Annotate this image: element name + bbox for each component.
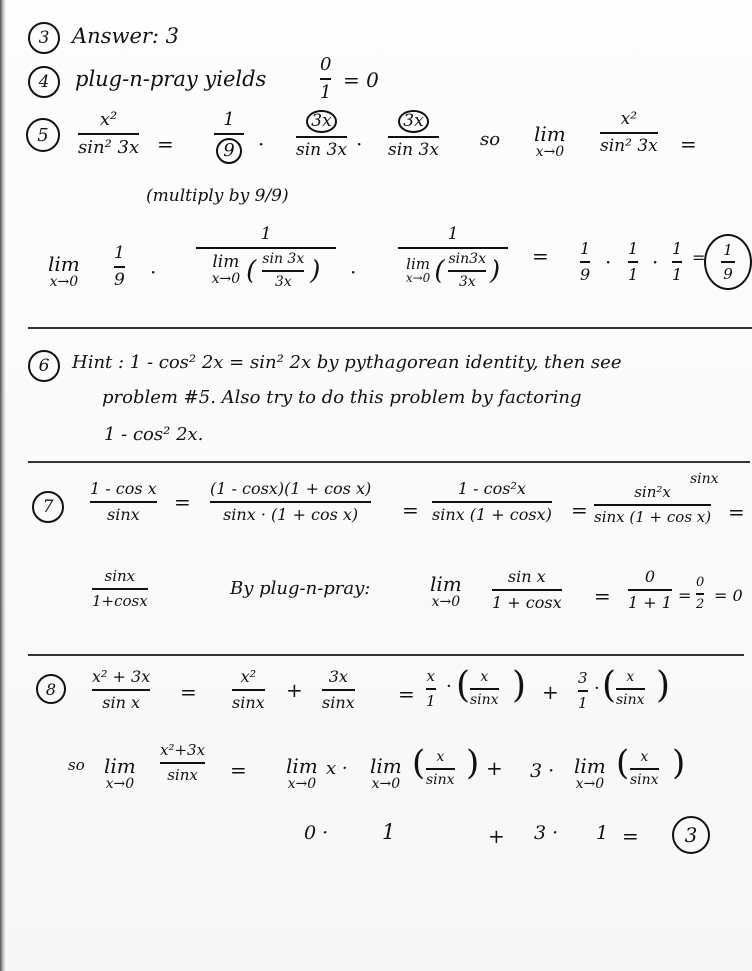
plus-sign: +: [286, 678, 303, 702]
problem-5-factor-one: [296, 110, 347, 159]
result-factor-one: [580, 240, 590, 283]
fraction-denominator: 1: [672, 264, 683, 284]
fraction-denominator: 2: [696, 597, 705, 613]
fraction-denominator: 1+cosx: [92, 591, 148, 610]
limit-subscript: x→0: [575, 776, 605, 792]
fraction-bar: [388, 136, 439, 138]
problem-8-step-c: [322, 668, 355, 711]
fraction-numerator: 0: [696, 575, 705, 590]
limit-word: lim: [370, 754, 402, 778]
equals-sign: =: [678, 586, 692, 605]
limit-subscript: x→0: [287, 776, 317, 792]
equals-sign: =: [174, 490, 191, 514]
fraction-bar: [232, 689, 265, 691]
fraction-numerator: x: [480, 669, 489, 685]
fraction-bar: [320, 78, 331, 80]
problem-6-line-1: Hint : 1 - cos² 2x = sin² 2x by pythagorean identity, then see: [72, 352, 622, 373]
problem-4-result: = 0: [343, 68, 379, 92]
problem-8-number: 8: [36, 674, 66, 704]
limit-subscript: x→0: [49, 274, 79, 290]
fraction-denominator: 1: [628, 264, 639, 284]
problem-7-step-d: [594, 484, 711, 525]
fraction-bar: [470, 688, 499, 690]
fraction-denominator: sinx: [232, 692, 265, 712]
fraction-bar: [628, 261, 638, 263]
fraction-numerator: 1: [672, 239, 683, 258]
fraction-numerator: sinx: [104, 567, 136, 585]
problem-5-one-ninth: [214, 110, 244, 164]
problem-7-step-h: [696, 576, 704, 613]
fraction-bar: [92, 588, 148, 590]
fraction-bar: [600, 132, 658, 134]
fraction-denominator: 3x: [274, 274, 292, 291]
plus-sign: +: [486, 756, 503, 780]
close-paren: ): [656, 665, 671, 706]
fraction-denominator: 9: [723, 265, 733, 283]
limit-denominator: [406, 252, 500, 291]
fraction-bar: [262, 270, 304, 272]
fraction-bar: [214, 133, 244, 135]
fraction-denominator: sinx (1 + cosx): [432, 504, 552, 524]
limit-word: lim: [430, 572, 462, 596]
fraction-numerator: x²+3x: [160, 741, 206, 759]
limit-operator: [534, 124, 566, 160]
fraction-numerator: sin3x: [448, 250, 486, 267]
fraction-bar: [721, 261, 735, 263]
problem-5-rhs: [600, 110, 658, 155]
fraction-numerator: x: [626, 669, 635, 685]
section-divider: [28, 327, 752, 329]
equals-sign: =: [571, 498, 588, 522]
open-paren: (: [456, 665, 471, 706]
problem-7-step-b: [210, 480, 371, 523]
plus-sign: +: [488, 824, 505, 848]
fraction-denominator: 1: [426, 691, 436, 710]
problem-4-fraction: [320, 55, 331, 103]
fraction-denominator: sinx: [616, 692, 645, 709]
inner-fraction: [262, 252, 304, 291]
close-paren: ): [512, 665, 527, 706]
equals-sign: =: [398, 682, 415, 706]
problem-3-answer: Answer: 3: [72, 24, 180, 48]
fraction-bar: [432, 501, 552, 503]
multiplication-dot: ·: [350, 260, 357, 284]
fraction-bar: [398, 247, 508, 249]
problem-7-number: 7: [32, 491, 64, 523]
so-label: so: [480, 129, 501, 150]
fraction-bar: [448, 270, 485, 272]
limit-operator: [212, 254, 241, 287]
fraction-bar: [672, 261, 682, 263]
limit-word: lim: [104, 754, 136, 778]
problem-4-text: plug-n-pray yields: [75, 67, 267, 91]
fraction-denominator: 1 + cosx: [492, 592, 562, 612]
multiplication-dot: ·: [652, 250, 659, 274]
problem-8-step-e1: [578, 670, 588, 711]
limit-operator: [104, 756, 136, 792]
fraction-bar: [616, 688, 645, 690]
limit-word: lim: [574, 754, 606, 778]
equals-sign: =: [532, 244, 549, 268]
fraction-denominator: sinx: [167, 765, 198, 784]
limit-subscript: x→0: [105, 776, 135, 792]
open-paren: (: [616, 743, 630, 783]
result-factor-three: [672, 240, 682, 283]
open-paren: (: [412, 743, 426, 783]
one-value: 1: [596, 822, 609, 844]
x-factor: x ·: [326, 758, 348, 779]
limit-word: lim: [534, 122, 566, 146]
equals-sign: =: [680, 132, 697, 156]
limit-word: lim: [406, 254, 430, 273]
fraction-denominator: 1: [578, 693, 588, 712]
fraction-denominator: sinx: [107, 504, 140, 524]
equals-sign: =: [180, 680, 197, 704]
inner-fraction: [448, 252, 485, 291]
limit-operator: [48, 254, 80, 290]
multiplication-dot: ·: [150, 260, 157, 284]
fraction-bar: [630, 768, 659, 770]
fraction-bar: [210, 501, 371, 503]
problem-6-line-2: problem #5. Also try to do this problem by factoring: [102, 387, 582, 408]
fraction-numerator: 0: [320, 54, 332, 75]
result-factor-two: [628, 240, 638, 283]
three-factor: 3 ·: [530, 760, 555, 782]
fraction-denominator: 9: [114, 269, 125, 290]
problem-6-number: 6: [28, 350, 60, 382]
fraction-bar: [696, 593, 704, 595]
fraction-numerator: x: [436, 749, 445, 765]
limit-subscript: x→0: [535, 144, 565, 160]
problem-7-cancel-note: sinx: [690, 471, 719, 487]
fraction-numerator: 3x: [328, 667, 348, 686]
fraction-numerator: (1 - cosx)(1 + cos x): [210, 479, 372, 498]
zero-factor: 0 ·: [304, 822, 329, 844]
fraction-numerator: sin x: [507, 567, 546, 586]
close-paren: ): [466, 743, 480, 783]
fraction-numerator: x²: [99, 109, 118, 130]
problem-7-step-a: [90, 480, 157, 523]
fraction-numerator: sin 3x: [262, 250, 305, 267]
problem-7-step-e: [92, 568, 148, 609]
limit-operator: [430, 574, 462, 610]
fraction-bar: [594, 504, 711, 506]
equals-sign: =: [230, 758, 247, 782]
limit-operator: [286, 756, 318, 792]
fraction-denominator: sin² 3x: [600, 135, 658, 156]
problem-7-result: = 0: [714, 586, 743, 605]
limit-operator: [574, 756, 606, 792]
fraction-denominator: sinx: [322, 692, 355, 712]
fraction-bar: [114, 266, 125, 268]
plus-sign: +: [542, 680, 559, 704]
section-divider: [28, 654, 744, 656]
fraction-bar: [160, 762, 205, 764]
fraction-denominator: sinx · (1 + cos x): [223, 504, 359, 524]
fraction-numerator: x: [426, 667, 435, 685]
problem-8-limit-fraction: [160, 742, 205, 783]
fraction-denominator: sin x: [102, 692, 140, 712]
problem-7-step-c: [432, 480, 552, 523]
problem-8-step-e2: [616, 670, 645, 709]
fraction-numerator: x² + 3x: [92, 667, 151, 686]
circled-numerator: 3x: [306, 110, 336, 133]
fraction-numerator: 1: [223, 109, 235, 130]
limit-operator: [370, 756, 402, 792]
equals-sign: =: [728, 500, 745, 524]
fraction-denominator: 1: [320, 81, 332, 103]
close-paren: ): [672, 743, 686, 783]
section-divider: [28, 461, 750, 463]
problem-7-step-g: [628, 568, 672, 611]
multiplication-dot: ·: [605, 250, 612, 274]
fraction-denominator: sinx: [470, 692, 499, 709]
limit-subscript: x→0: [405, 271, 431, 286]
multiplication-dot: ·: [258, 132, 265, 156]
circled-numerator: 3x: [398, 110, 428, 133]
reciprocal-limit-one: [196, 225, 336, 290]
fraction-bar: [78, 133, 139, 135]
close-paren: ): [489, 255, 501, 286]
fraction-bar: [92, 689, 150, 691]
problem-6-line-3: 1 - cos² 2x.: [104, 424, 204, 445]
problem-5-factor-two: [388, 110, 439, 159]
reciprocal-limit-two: [398, 225, 508, 290]
fraction-bar: [426, 688, 436, 690]
one-value: 1: [382, 820, 396, 844]
fraction-numerator: 1: [260, 224, 272, 244]
one-ninth-factor: [114, 244, 125, 289]
fraction-denominator: sin 3x: [296, 139, 347, 160]
close-paren: ): [310, 255, 321, 286]
fraction-numerator: 1: [628, 239, 639, 258]
fraction-numerator: 3: [578, 669, 588, 687]
limit-subscript: x→0: [431, 594, 461, 610]
three-factor: 3 ·: [534, 822, 559, 844]
multiply-note: (multiply by 9/9): [146, 186, 289, 206]
fraction-bar: [628, 589, 672, 591]
problem-8-step-d2: [470, 670, 499, 709]
fraction-numerator: 1 - cos x: [90, 479, 157, 498]
limit-word: lim: [48, 252, 80, 276]
open-paren: (: [246, 255, 257, 286]
fraction-numerator: sin²x: [634, 483, 671, 501]
limit-subscript: x→0: [211, 271, 241, 288]
problem-8-step-a: [92, 668, 150, 711]
problem-5-final-answer: [704, 234, 752, 290]
problem-3-number: 3: [28, 22, 60, 54]
fraction-denominator: sin² 3x: [78, 136, 140, 158]
problem-8-step-d1: [426, 668, 436, 709]
equals-sign: =: [622, 824, 639, 848]
open-paren: (: [434, 255, 445, 286]
problem-8-step-b: [232, 668, 265, 711]
circled-denominator: 9: [216, 138, 242, 164]
fraction-numerator: 1: [447, 224, 459, 244]
fraction-bar: [580, 261, 590, 263]
limit-word: lim: [286, 754, 318, 778]
equals-sign: =: [594, 584, 611, 608]
limit-operator: [405, 254, 431, 286]
fraction-numerator: x²: [620, 109, 638, 129]
equals-sign: =: [402, 498, 419, 522]
fraction-denominator: 1 + 1: [628, 592, 672, 612]
limit-word: lim: [212, 252, 240, 273]
problem-7-step-f: [492, 568, 562, 611]
limit-subscript: x→0: [371, 776, 401, 792]
fraction-numerator: 1: [580, 239, 591, 258]
equals-sign: =: [692, 248, 706, 267]
fraction-bar: [90, 501, 157, 503]
fraction-bar: [196, 247, 336, 249]
multiplication-dot: ·: [446, 676, 452, 697]
fraction-denominator: sinx (1 + cos x): [594, 507, 712, 526]
fraction-numerator: 1: [723, 241, 733, 259]
fraction-numerator: x²: [240, 667, 257, 686]
open-paren: (: [602, 665, 617, 706]
so-label: so: [68, 756, 85, 774]
multiplication-dot: ·: [594, 678, 600, 699]
problem-5-lhs: [78, 110, 139, 158]
problem-4-number: 4: [28, 66, 60, 98]
plug-n-pray-label: By plug-n-pray:: [230, 578, 371, 599]
fraction-numerator: 1 - cos²x: [457, 479, 526, 498]
scan-edge-shadow: [0, 0, 6, 971]
problem-8-final-answer: 3: [672, 816, 710, 854]
multiplication-dot: ·: [356, 132, 363, 156]
fraction-numerator: 1: [114, 243, 125, 263]
fraction-numerator: 0: [644, 567, 656, 586]
fraction-denominator: 9: [580, 264, 591, 284]
fraction-denominator: 3x: [458, 274, 476, 291]
limit-denominator: [212, 252, 321, 291]
fraction-bar: [322, 689, 355, 691]
fraction-denominator: sin 3x: [388, 139, 439, 160]
problem-8-x-over-sinx-2: [630, 750, 659, 789]
fraction-denominator: sinx: [426, 772, 455, 789]
fraction-bar: [492, 589, 562, 591]
problem-5-number: 5: [26, 118, 60, 152]
equals-sign: =: [157, 132, 174, 156]
problem-8-x-over-sinx: [426, 750, 455, 789]
fraction-bar: [296, 136, 347, 138]
fraction-bar: [578, 690, 588, 692]
fraction-denominator: sinx: [630, 772, 659, 789]
fraction-numerator: x: [640, 749, 649, 765]
fraction-bar: [426, 768, 455, 770]
